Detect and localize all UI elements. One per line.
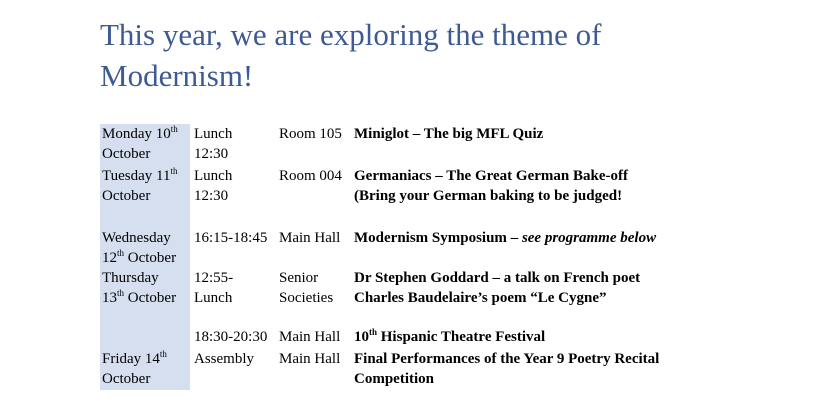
row-5-room: Main Hall: [279, 329, 341, 345]
row-2-event: Germaniacs – The Great German Bake-off (Bring your German baking to be judged!: [354, 168, 628, 204]
row-2-time: Lunch 12:30: [194, 168, 233, 204]
title-line-2: Modernism!: [100, 58, 254, 93]
row-1-time: Lunch 12:30: [194, 126, 233, 162]
row-1-event: Miniglot – The big MFL Quiz: [354, 126, 544, 142]
row-5-time: 18:30-20:30: [194, 329, 268, 345]
page-title: [100, 14, 800, 96]
row-4-time: 12:55- Lunch: [194, 270, 234, 306]
row-4-event: Dr Stephen Goddard – a talk on French poet Charles Baudelaire’s poem “Le Cygne”: [354, 270, 641, 306]
row-5-event: 10th Hispanic Theatre Festival: [354, 327, 546, 345]
row-1-date: Monday 10th October: [102, 124, 178, 162]
row-3-date: Wednesday 12th October: [102, 230, 177, 266]
title-line-1: This year, we are exploring the theme of: [100, 17, 602, 52]
row-1-room: Room 105: [279, 126, 342, 142]
row-4-date: Thursday 13th October: [102, 270, 177, 306]
row-6-date: Friday 14th October: [102, 349, 167, 387]
row-3-time: 16:15-18:45: [194, 230, 268, 246]
row-2-date: Tuesday 11th October: [102, 166, 178, 204]
row-2-room: Room 004: [279, 168, 342, 184]
row-4-room: Senior Societies: [279, 270, 334, 306]
row-6-event: Final Performances of the Year 9 Poetry Recital Competition: [354, 351, 660, 387]
row-6-time: Assembly: [194, 351, 254, 367]
row-6-room: Main Hall: [279, 351, 341, 367]
row-3-room: Main Hall: [279, 230, 341, 246]
row-3-event: Modernism Symposium – see programme below: [354, 230, 657, 246]
